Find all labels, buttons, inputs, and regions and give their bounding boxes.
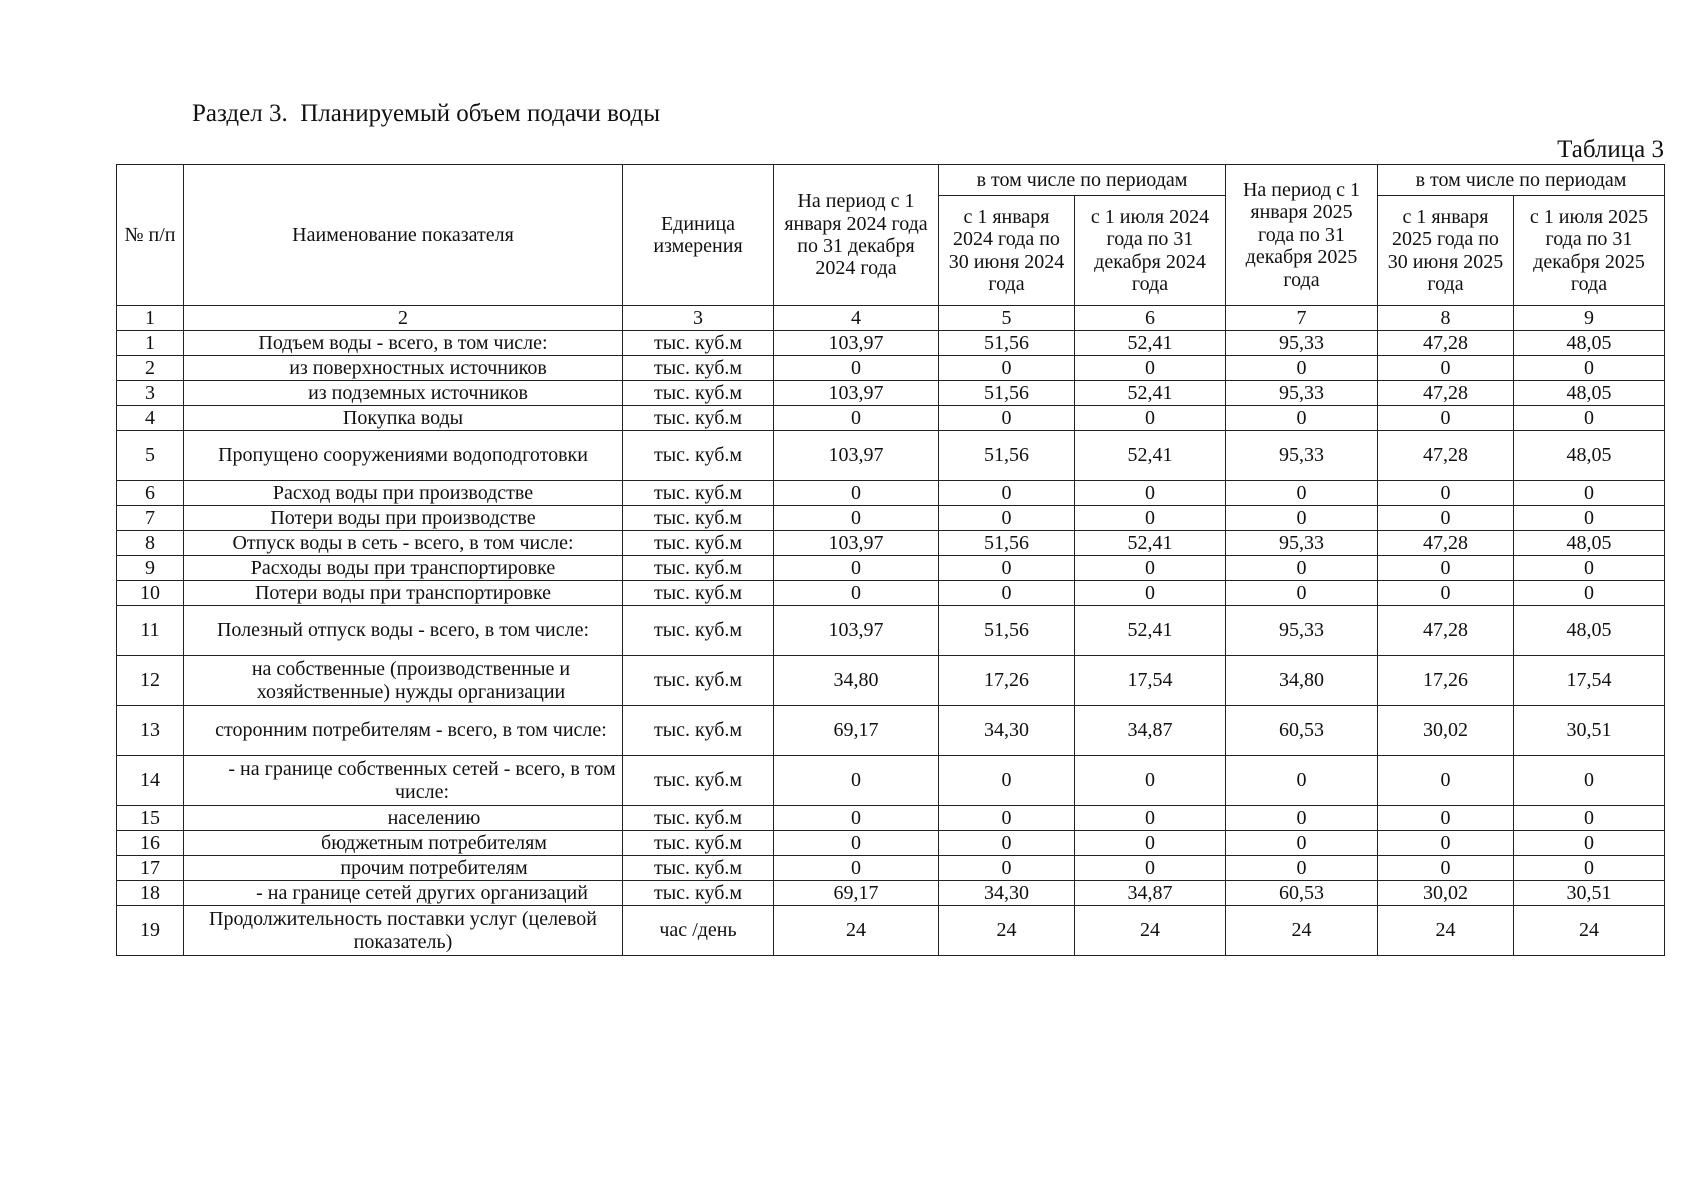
value-cell: 47,28	[1378, 531, 1514, 556]
value-cell: 95,33	[1226, 331, 1378, 356]
unit-cell: тыс. куб.м	[623, 831, 774, 856]
value-cell: 0	[774, 556, 939, 581]
indicator-name: Пропущено сооружениями водоподготовки	[184, 431, 623, 481]
row-number: 9	[117, 556, 184, 581]
table-row	[117, 881, 1665, 906]
unit-cell: тыс. куб.м	[623, 481, 774, 506]
value-cell: 24	[1514, 906, 1665, 956]
indicator-name: Потери воды при транспортировке	[184, 581, 623, 606]
value-cell: 0	[1226, 556, 1378, 581]
value-cell: 69,17	[774, 706, 939, 756]
value-cell: 0	[1226, 856, 1378, 881]
value-cell: 51,56	[939, 606, 1075, 656]
unit-cell: тыс. куб.м	[623, 406, 774, 431]
row-number: 8	[117, 531, 184, 556]
value-cell: 0	[1378, 356, 1514, 381]
indicator-name: Расходы воды при транспортировке	[184, 556, 623, 581]
value-cell: 24	[1226, 906, 1378, 956]
value-cell: 0	[1226, 406, 1378, 431]
value-cell: 103,97	[774, 331, 939, 356]
indicator-name: Полезный отпуск воды - всего, в том числе:	[184, 606, 623, 656]
value-cell: 0	[1378, 856, 1514, 881]
value-cell: 0	[1075, 356, 1226, 381]
value-cell: 0	[1378, 556, 1514, 581]
table-row	[117, 431, 1665, 481]
value-cell: 0	[939, 856, 1075, 881]
unit-cell: тыс. куб.м	[623, 606, 774, 656]
col-number: 4	[774, 306, 939, 331]
unit-cell: тыс. куб.м	[623, 431, 774, 481]
unit-cell: тыс. куб.м	[623, 381, 774, 406]
value-cell: 0	[774, 806, 939, 831]
value-cell: 52,41	[1075, 331, 1226, 356]
value-cell: 48,05	[1514, 531, 1665, 556]
value-cell: 0	[939, 406, 1075, 431]
table-row	[117, 656, 1665, 706]
header-incl-periods-2024: в том числе по периодам	[939, 165, 1226, 196]
table-row	[117, 581, 1665, 606]
value-cell: 0	[1378, 831, 1514, 856]
value-cell: 0	[939, 356, 1075, 381]
table-row	[117, 806, 1665, 831]
value-cell: 0	[1226, 506, 1378, 531]
header-h1-2024: с 1 января 2024 года по 30 июня 2024 года	[939, 196, 1075, 306]
header-num: № п/п	[117, 165, 184, 306]
value-cell: 95,33	[1226, 531, 1378, 556]
row-number: 1	[117, 331, 184, 356]
value-cell: 0	[1514, 756, 1665, 806]
table-label: Таблица 3	[1557, 136, 1664, 163]
value-cell: 0	[1075, 581, 1226, 606]
value-cell: 0	[774, 481, 939, 506]
value-cell: 0	[1075, 856, 1226, 881]
section-title: Раздел 3. Планируемый объем подачи воды	[192, 100, 661, 127]
header-h2-2024: с 1 июля 2024 года по 31 декабря 2024 года	[1075, 196, 1226, 306]
col-number: 1	[117, 306, 184, 331]
col-number: 5	[939, 306, 1075, 331]
row-number: 3	[117, 381, 184, 406]
header-h2-2025: с 1 июля 2025 года по 31 декабря 2025 года	[1514, 196, 1665, 306]
indicator-name: - на границе сетей других организаций	[184, 881, 623, 906]
value-cell: 0	[939, 506, 1075, 531]
value-cell: 0	[1075, 806, 1226, 831]
unit-cell: час /день	[623, 906, 774, 956]
value-cell: 0	[1226, 806, 1378, 831]
value-cell: 0	[1075, 481, 1226, 506]
value-cell: 0	[1514, 806, 1665, 831]
value-cell: 0	[1226, 581, 1378, 606]
value-cell: 0	[1378, 806, 1514, 831]
value-cell: 47,28	[1378, 606, 1514, 656]
row-number: 13	[117, 706, 184, 756]
header-unit: Единица измерения	[623, 165, 774, 306]
value-cell: 0	[1514, 481, 1665, 506]
value-cell: 47,28	[1378, 431, 1514, 481]
value-cell: 0	[774, 406, 939, 431]
unit-cell: тыс. куб.м	[623, 881, 774, 906]
table-row	[117, 706, 1665, 756]
value-cell: 24	[939, 906, 1075, 956]
value-cell: 0	[1226, 481, 1378, 506]
value-cell: 0	[939, 756, 1075, 806]
value-cell: 0	[1514, 506, 1665, 531]
value-cell: 0	[774, 506, 939, 531]
value-cell: 24	[1378, 906, 1514, 956]
table-row	[117, 506, 1665, 531]
row-number: 10	[117, 581, 184, 606]
row-number: 12	[117, 656, 184, 706]
table-row	[117, 756, 1665, 806]
value-cell: 52,41	[1075, 381, 1226, 406]
value-cell: 0	[774, 756, 939, 806]
table-row	[117, 906, 1665, 956]
indicator-name: из поверхностных источников	[184, 356, 623, 381]
value-cell: 0	[1075, 506, 1226, 531]
col-number: 8	[1378, 306, 1514, 331]
value-cell: 30,02	[1378, 881, 1514, 906]
value-cell: 0	[1514, 556, 1665, 581]
value-cell: 17,26	[1378, 656, 1514, 706]
value-cell: 17,26	[939, 656, 1075, 706]
row-number: 11	[117, 606, 184, 656]
indicator-name: на собственные (производственные и хозяйственные) нужды организации	[184, 656, 623, 706]
table-row	[117, 556, 1665, 581]
value-cell: 0	[774, 356, 939, 381]
unit-cell: тыс. куб.м	[623, 556, 774, 581]
col-number: 2	[184, 306, 623, 331]
value-cell: 0	[774, 581, 939, 606]
value-cell: 34,30	[939, 706, 1075, 756]
value-cell: 24	[774, 906, 939, 956]
value-cell: 0	[939, 556, 1075, 581]
value-cell: 48,05	[1514, 331, 1665, 356]
indicator-name: населению	[184, 806, 623, 831]
indicator-name: Потери воды при производстве	[184, 506, 623, 531]
value-cell: 60,53	[1226, 881, 1378, 906]
row-number: 7	[117, 506, 184, 531]
row-number: 6	[117, 481, 184, 506]
value-cell: 95,33	[1226, 431, 1378, 481]
table-row	[117, 831, 1665, 856]
col-number: 7	[1226, 306, 1378, 331]
indicator-name: прочим потребителям	[184, 856, 623, 881]
indicator-name: из подземных источников	[184, 381, 623, 406]
value-cell: 0	[1226, 831, 1378, 856]
value-cell: 51,56	[939, 381, 1075, 406]
unit-cell: тыс. куб.м	[623, 531, 774, 556]
header-incl-periods-2025: в том числе по периодам	[1378, 165, 1665, 196]
indicator-name: сторонним потребителям - всего, в том числе:	[184, 706, 623, 756]
value-cell: 95,33	[1226, 381, 1378, 406]
value-cell: 0	[1514, 831, 1665, 856]
value-cell: 0	[774, 856, 939, 881]
row-number: 5	[117, 431, 184, 481]
value-cell: 0	[1378, 581, 1514, 606]
table-body	[117, 306, 1665, 956]
value-cell: 103,97	[774, 381, 939, 406]
value-cell: 17,54	[1514, 656, 1665, 706]
row-number: 16	[117, 831, 184, 856]
table-row	[117, 531, 1665, 556]
value-cell: 34,87	[1075, 706, 1226, 756]
value-cell: 52,41	[1075, 531, 1226, 556]
value-cell: 60,53	[1226, 706, 1378, 756]
table-row	[117, 356, 1665, 381]
row-number: 19	[117, 906, 184, 956]
value-cell: 52,41	[1075, 606, 1226, 656]
table-row	[117, 381, 1665, 406]
value-cell: 30,51	[1514, 706, 1665, 756]
value-cell: 0	[1226, 756, 1378, 806]
value-cell: 0	[1514, 856, 1665, 881]
value-cell: 51,56	[939, 531, 1075, 556]
value-cell: 47,28	[1378, 381, 1514, 406]
value-cell: 95,33	[1226, 606, 1378, 656]
value-cell: 48,05	[1514, 431, 1665, 481]
unit-cell: тыс. куб.м	[623, 356, 774, 381]
value-cell: 51,56	[939, 331, 1075, 356]
value-cell: 103,97	[774, 431, 939, 481]
value-cell: 30,02	[1378, 706, 1514, 756]
value-cell: 47,28	[1378, 331, 1514, 356]
header-period-2024: На период с 1 января 2024 года по 31 декабря 2024 года	[774, 165, 939, 306]
value-cell: 103,97	[774, 531, 939, 556]
header-period-2025: На период с 1 января 2025 года по 31 декабря 2025 года	[1226, 165, 1378, 306]
value-cell: 0	[1378, 481, 1514, 506]
value-cell: 103,97	[774, 606, 939, 656]
unit-cell: тыс. куб.м	[623, 806, 774, 831]
unit-cell: тыс. куб.м	[623, 506, 774, 531]
value-cell: 69,17	[774, 881, 939, 906]
value-cell: 0	[939, 481, 1075, 506]
row-number: 2	[117, 356, 184, 381]
header-h1-2025: с 1 января 2025 года по 30 июня 2025 года	[1378, 196, 1514, 306]
value-cell: 51,56	[939, 431, 1075, 481]
table-row	[117, 406, 1665, 431]
value-cell: 0	[1514, 356, 1665, 381]
value-cell: 48,05	[1514, 606, 1665, 656]
unit-cell: тыс. куб.м	[623, 856, 774, 881]
value-cell: 0	[1378, 756, 1514, 806]
col-number: 3	[623, 306, 774, 331]
col-number: 9	[1514, 306, 1665, 331]
row-number: 18	[117, 881, 184, 906]
unit-cell: тыс. куб.м	[623, 706, 774, 756]
unit-cell: тыс. куб.м	[623, 331, 774, 356]
value-cell: 17,54	[1075, 656, 1226, 706]
row-number: 4	[117, 406, 184, 431]
row-number: 15	[117, 806, 184, 831]
value-cell: 34,87	[1075, 881, 1226, 906]
indicator-name: - на границе собственных сетей - всего, в том числе:	[184, 756, 623, 806]
unit-cell: тыс. куб.м	[623, 756, 774, 806]
value-cell: 34,30	[939, 881, 1075, 906]
indicator-name: Отпуск воды в сеть - всего, в том числе:	[184, 531, 623, 556]
indicator-name: бюджетным потребителям	[184, 831, 623, 856]
value-cell: 34,80	[1226, 656, 1378, 706]
value-cell: 0	[1075, 556, 1226, 581]
water-supply-table	[116, 164, 1665, 956]
value-cell: 0	[939, 831, 1075, 856]
value-cell: 0	[1226, 356, 1378, 381]
table-row	[117, 331, 1665, 356]
unit-cell: тыс. куб.м	[623, 581, 774, 606]
row-number: 17	[117, 856, 184, 881]
column-number-row	[117, 306, 1665, 331]
value-cell: 0	[1075, 756, 1226, 806]
indicator-name: Покупка воды	[184, 406, 623, 431]
value-cell: 0	[1075, 406, 1226, 431]
value-cell: 0	[1514, 406, 1665, 431]
value-cell: 0	[774, 831, 939, 856]
value-cell: 0	[939, 806, 1075, 831]
value-cell: 0	[1378, 506, 1514, 531]
table-row	[117, 481, 1665, 506]
value-cell: 52,41	[1075, 431, 1226, 481]
value-cell: 0	[1378, 406, 1514, 431]
indicator-name: Расход воды при производстве	[184, 481, 623, 506]
indicator-name: Подъем воды - всего, в том числе:	[184, 331, 623, 356]
indicator-name: Продолжительность поставки услуг (целевой показатель)	[184, 906, 623, 956]
value-cell: 24	[1075, 906, 1226, 956]
value-cell: 48,05	[1514, 381, 1665, 406]
table-row	[117, 856, 1665, 881]
value-cell: 30,51	[1514, 881, 1665, 906]
value-cell: 0	[1514, 581, 1665, 606]
col-number: 6	[1075, 306, 1226, 331]
table-row	[117, 606, 1665, 656]
value-cell: 34,80	[774, 656, 939, 706]
value-cell: 0	[939, 581, 1075, 606]
value-cell: 0	[1075, 831, 1226, 856]
row-number: 14	[117, 756, 184, 806]
unit-cell: тыс. куб.м	[623, 656, 774, 706]
header-name: Наименование показателя	[184, 165, 623, 306]
